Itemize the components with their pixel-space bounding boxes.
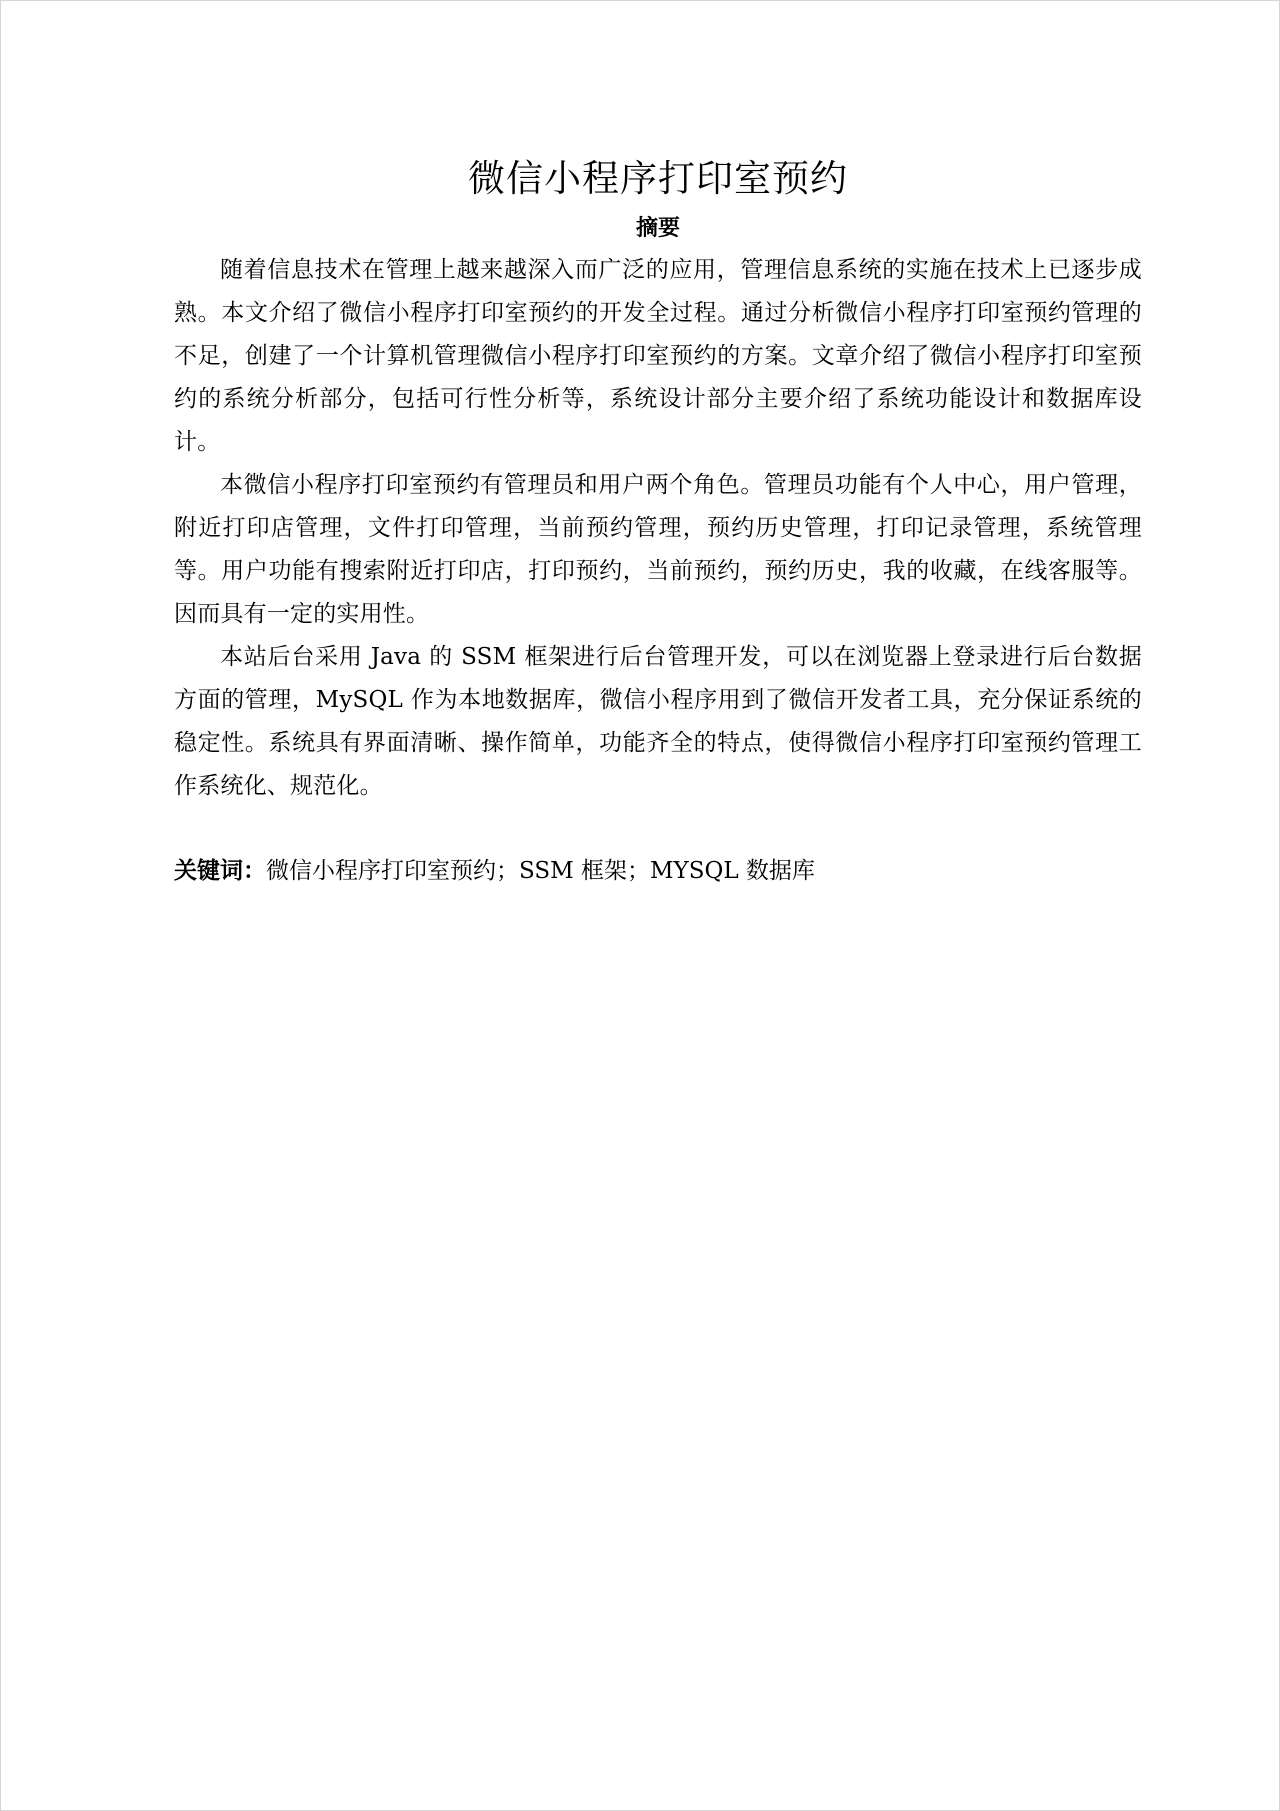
abstract-paragraph-3: 本站后台采用 Java 的 SSM 框架进行后台管理开发，可以在浏览器上登录进行后台数据方面的管理，MySQL 作为本地数据库，微信小程序用到了微信开发者工具，充分保证系统的稳定性。系统具有界面清晰、操作简单，功能齐全的特点，使得微信小程序打印室预约管理工作系统化、规范化。 [174,644,1142,799]
abstract-paragraph-2: 本微信小程序打印室预约有管理员和用户两个角色。管理员功能有个人中心，用户管理，附近打印店管理，文件打印管理，当前预约管理，预约历史管理，打印记录管理，系统管理等。用户功能有搜索附近打印店，打印预约，当前预约，预约历史，我的收藏，在线客服等。因而具有一定的实用性。 [174,472,1142,627]
document-title: 微信小程序打印室预约 [468,157,848,200]
document-content [174,151,1142,893]
keywords-line [174,850,1142,893]
keywords-label: 关键词： [174,858,266,884]
abstract-paragraph-1: 随着信息技术在管理上越来越深入而广泛的应用，管理信息系统的实施在技术上已逐步成熟。本文介绍了微信小程序打印室预约的开发全过程。通过分析微信小程序打印室预约管理的不足，创建了一个计算机管理微信小程序打印室预约的方案。文章介绍了微信小程序打印室预约的系统分析部分，包括可行性分析等，系统设计部分主要介绍了系统功能设计和数据库设计。 [174,257,1142,455]
keywords-text: 微信小程序打印室预约；SSM 框架；MYSQL 数据库 [266,858,815,884]
abstract-heading: 摘要 [635,216,680,241]
